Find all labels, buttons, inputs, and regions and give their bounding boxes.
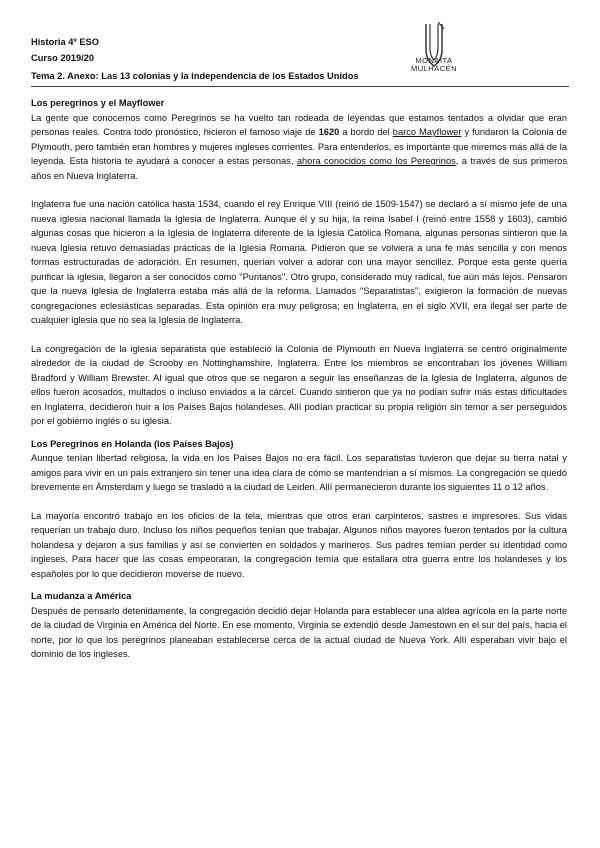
- paragraph-holland-work: La mayoría encontró trabajo en los oficios de la tela, mientras que otros eran carpinteros, sastres e impresores. Sus vidas requerían un trabajo duro. Incluso los niños pequeños tenían que trabajar. Algunos niños mayores fueron tentados por la cultura holandesa y dejaron a sus familias y así se convierten en soldados y marineros. Sus padres temían perder su identidad como ingleses. Para hacer que las cosas empeoraran, la congregación temía que estallara otra guerra entre los holandeses y los españoles por lo que decidieron moverse de nuevo.: [31, 510, 567, 579]
- paragraph-church-of-england: Inglaterra fue una nación católica hasta 1534, cuando el rey Enrique VIII (reinó de 1509-1547) se declaró a sí mismo jefe de una nueva iglesia nacional llamada la Iglesia de Inglaterra. Aunque él y su hija, la reina Isabel I (reinó entre 1558 y 1603), cambió algunas cosas que hicieron a la Iglesia de Inglaterra diferente de la Iglesia Católica Romana, algunas personas sintieron que la nueva Iglesia retuvo demasiadas prácticas de la Iglesia Romana. Pidieron que se volviera a una fe más sencilla y con menos formas estructuradas de adoración. En resumen, querían volver a adorar con una mayor sencillez. Porque esta gente quería purificar la iglesia, llegaron a ser conocidos como "Puritanos". Otro grupo, considerado muy radical, fue aún más lejos. Pensaron que la nueva Iglesia de Inglaterra estaba más allá de la reforma. Llamados "Separatistas", exigieron la formación de nuevas congregaciones eclesiásticas separadas. Esta opinión era muy peligrosa; en Inglaterra, en el siglo XVII, era ilegal ser parte de cualquier iglesia que no sea la Iglesia de Inglaterra.: [31, 199, 567, 325]
- spacer: [31, 429, 567, 437]
- spacer: [31, 495, 567, 509]
- subject-label: Historia 4º ESO: [31, 37, 99, 47]
- paragraph-scrooby-congregation: La congregación de la iglesia separatista que estableció la Colonia de Plymouth en Nueva Inglaterra se centró originalmente alrededor de la ciudad de Scrooby en Nottinghamshire, Inglaterra. Entre los miembros se encontraban los jóvenes William Bradford y William Brewster. Al igual que otros que se negaron a seguir las enseñanzas de la Iglesia de Inglaterra, algunos de ellos fueron acosados, multados o incluso enviados a la cárcel. Cuando sintieron que ya no podían sufrir más estas dificultades en Inglaterra, decidieron huir a los Países Bajos holandeses. Allí podían practicar su propia religión sin temor a ser perseguidos por el gobierno inglés o su iglesia.: [31, 343, 567, 426]
- paragraph-mayflower-intro: [31, 111, 567, 184]
- document-body: [31, 96, 567, 662]
- text-run: y fundaron la Colonia de Plymouth, pero también eran hombres y mujeres ingleses corrientes. Para entenderlos, es importante que miremos más allá de la leyenda. Esta historia te ayudará a conocer a estas personas,: [31, 127, 568, 166]
- header-divider: [31, 86, 569, 87]
- text-run: La gente que conocemos como Peregrinos se ha vuelto tan rodeada de leyendas que estamos tentados a olvidar que eran personas reales. Contra todo pronóstico, hicieron el famoso viaje de: [31, 112, 567, 137]
- mayflower-link: barco Mayflower: [392, 127, 462, 137]
- pilgrims-link: ahora conocidos como los Peregrinos: [296, 156, 456, 166]
- spacer: [31, 183, 567, 197]
- paragraph-holland-life: Aunque tenían libertad religiosa, la vida en los Países Bajos no era fácil. Los separatistas tuvieron que dejar su tierra natal y amigos para vivir en un país extranjero sin tener una idea clara de cómo se mantendrían a sí mismos. La congregación se quedó brevemente en Ámsterdam y luego se trasladó a la ciudad de Leiden. Allí permanecieron durante los siguientes 11 o 12 años.: [31, 453, 567, 492]
- spacer: [31, 581, 567, 589]
- section-title-holland: Los Peregrinos en Holanda (los Países Bajos): [31, 438, 234, 449]
- paragraph-move-america: Después de pensarlo detenidamente, la congregación decidió dejar Holanda para establecer una aldea agrícola en la parte norte de la ciudad de Virginia en América del Norte. En ese momento, Virginia se extendió desde Jamestown en el sur del país, hacia el norte, por lo que los peregrinos planeaban establecerse cerca de la actual ciudad de Nueva York. Allí esperaban vivir bajo el dominio de los ingleses.: [31, 605, 567, 659]
- text-run: , a través de sus primeros años en Nueva Inglaterra.: [31, 156, 567, 181]
- section-title-move-america: La mudanza a América: [31, 591, 132, 601]
- year-1620: 1620: [318, 127, 340, 137]
- spacer: [31, 328, 567, 342]
- section-title-mayflower: Los peregrinos y el Mayflower: [31, 98, 165, 108]
- text-run: a bordo del: [339, 127, 393, 137]
- logo-name-line2: MULHACÉN: [410, 64, 458, 73]
- topic-heading: Tema 2. Anexo: Las 13 colonias y la independencia de los Estados Unidos: [31, 71, 359, 81]
- course-label: Curso 2019/20: [31, 53, 95, 63]
- logo-name-line1: MONAITA: [415, 56, 453, 65]
